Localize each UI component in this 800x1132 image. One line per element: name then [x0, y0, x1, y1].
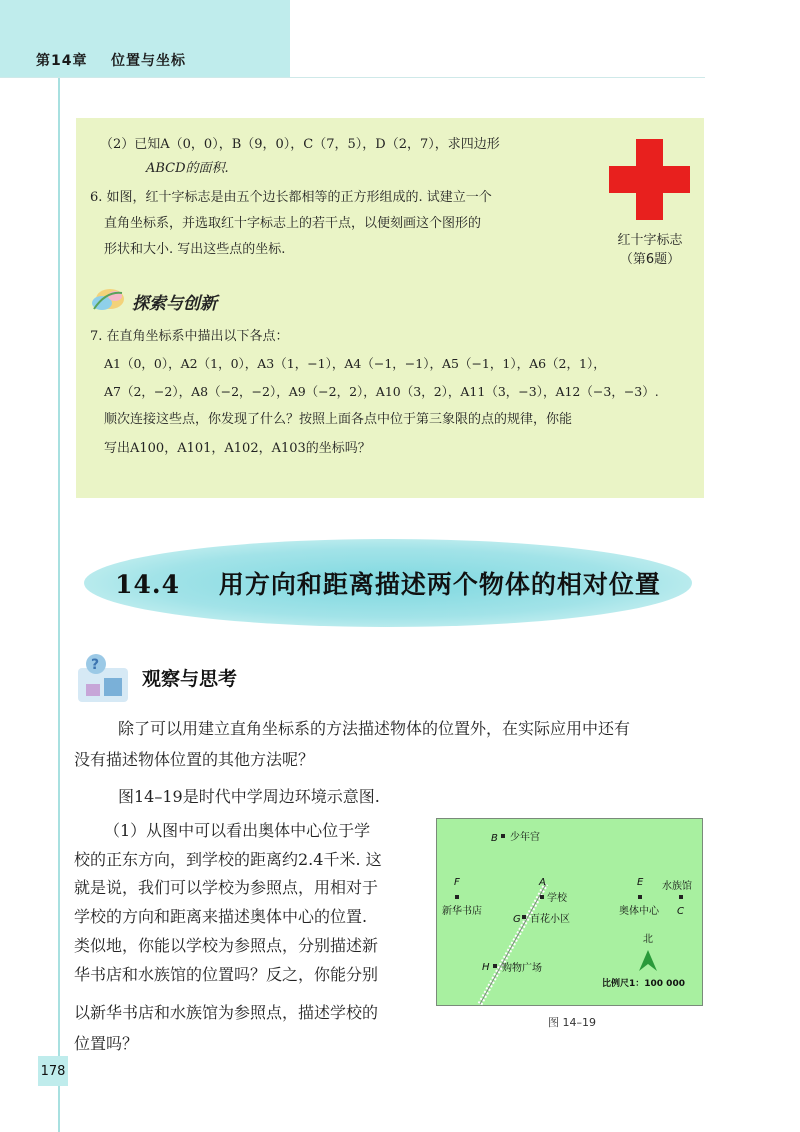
map-point-c-name: 水族馆 — [662, 881, 692, 892]
map-point-g-marker — [522, 915, 526, 919]
exercise-q5-line-2: ABCD的面积. — [146, 161, 229, 176]
map-point-h-marker — [493, 964, 497, 968]
map-point-h-name: 购物广场 — [502, 963, 542, 974]
explore-section-title: 探索与创新 — [132, 294, 217, 314]
map-point-c-letter: C — [677, 906, 684, 917]
map-point-e-marker — [638, 895, 642, 899]
observe-think-icon — [74, 650, 132, 706]
body-paragraph-3-line-3: 就是说，我们可以学校为参照点，用相对于 — [74, 878, 379, 897]
map-point-c-marker — [679, 895, 683, 899]
cross-caption-number: （第6题） — [619, 252, 681, 267]
body-paragraph-3-line-6: 华书店和水族馆的位置吗？反之，你能分别 — [74, 965, 379, 984]
page-number: 178 — [38, 1056, 68, 1086]
map-point-e-letter: E — [637, 877, 644, 888]
exercise-q7-line-2: A1（0，0），A2（1，0），A3（1，−1），A4（−1，−1），A5（−1，1），A6（2，1）， — [104, 356, 606, 371]
chapter-title: 第14章 位置与坐标 — [36, 53, 186, 69]
map-point-e-name: 奥体中心 — [619, 906, 659, 917]
exercise-q6-line-2: 直角坐标系，并选取红十字标志上的若干点，以便刻画这个图形的 — [104, 216, 482, 231]
map-point-a-letter: A — [539, 877, 546, 888]
body-paragraph-3-line-4: 学校的方向和距离来描述奥体中心的位置. — [74, 907, 368, 926]
margin-line — [58, 78, 60, 1132]
red-cross-figure — [609, 139, 690, 220]
body-paragraph-3-line-2: 校的正东方向，到学校的距离约2.4千米. 这 — [74, 850, 382, 869]
exercise-q7-line-1: 7. 在直角坐标系中描出以下各点： — [90, 329, 289, 344]
body-paragraph-3-line-7: 以新华书店和水族馆为参照点，描述学校的 — [74, 1003, 379, 1022]
observe-section-title: 观察与思考 — [142, 668, 238, 690]
map-point-f-marker — [455, 895, 459, 899]
neighborhood-map-figure — [436, 818, 703, 1006]
exercise-q6-line-3: 形状和大小. 写出这些点的坐标. — [104, 242, 286, 257]
map-point-f-name: 新华书店 — [442, 906, 482, 917]
header-rule — [0, 77, 705, 78]
explore-icon — [88, 285, 126, 313]
body-paragraph-1-line-2: 没有描述物体位置的其他方法呢？ — [74, 750, 315, 769]
body-paragraph-1-line-1: 除了可以用建立直角坐标系的方法描述物体的位置外，在实际应用中还有 — [118, 719, 631, 738]
map-point-f-letter: F — [454, 877, 460, 888]
exercise-q7-line-4: 顺次连接这些点，你发现了什么？按照上面各点中位于第三象限的点的规律，你能 — [104, 412, 573, 427]
map-point-a-name: 学校 — [547, 893, 567, 904]
section-title: 14.4 用方向和距离描述两个物体的相对位置 — [115, 570, 661, 599]
exercise-q7-line-5: 写出A100，A101，A102，A103的坐标吗？ — [104, 441, 371, 456]
exercise-q6-line-1: 6. 如图，红十字标志是由五个边长都相等的正方形组成的. 试建立一个 — [90, 190, 492, 205]
red-cross-horizontal-bar — [609, 166, 690, 193]
map-caption: 图 14–19 — [548, 1016, 596, 1029]
body-paragraph-2: 图14–19是时代中学周边环境示意图. — [118, 787, 380, 806]
map-point-h-letter: H — [482, 962, 490, 973]
map-point-a-marker — [540, 895, 544, 899]
map-north-label: 北 — [643, 934, 653, 945]
map-point-b-marker — [501, 834, 505, 838]
exercise-q7-line-3: A7（2，−2），A8（−2，−2），A9（−2，2），A10（3，2），A11（3，−3），A12（−3，−3）. — [104, 384, 659, 399]
body-paragraph-3-line-1: （1）从图中可以看出奥体中心位于学 — [104, 821, 371, 840]
map-scale-label: 比例尺1：100 000 — [602, 979, 685, 989]
body-paragraph-3-line-8: 位置吗？ — [74, 1034, 139, 1053]
map-point-b-name: 少年宫 — [510, 832, 540, 843]
svg-text:?: ? — [91, 657, 100, 673]
map-point-g-name: 百花小区 — [530, 914, 570, 925]
map-point-b-letter: B — [491, 833, 498, 844]
cross-caption-title: 红十字标志 — [617, 233, 683, 248]
exercise-q5-line-1: （2）已知A（0，0），B（9，0），C（7，5），D（2，7），求四边形 — [100, 137, 500, 152]
body-paragraph-3-line-5: 类似地，你能以学校为参照点，分别描述新 — [74, 936, 379, 955]
map-point-g-letter: G — [513, 914, 521, 925]
